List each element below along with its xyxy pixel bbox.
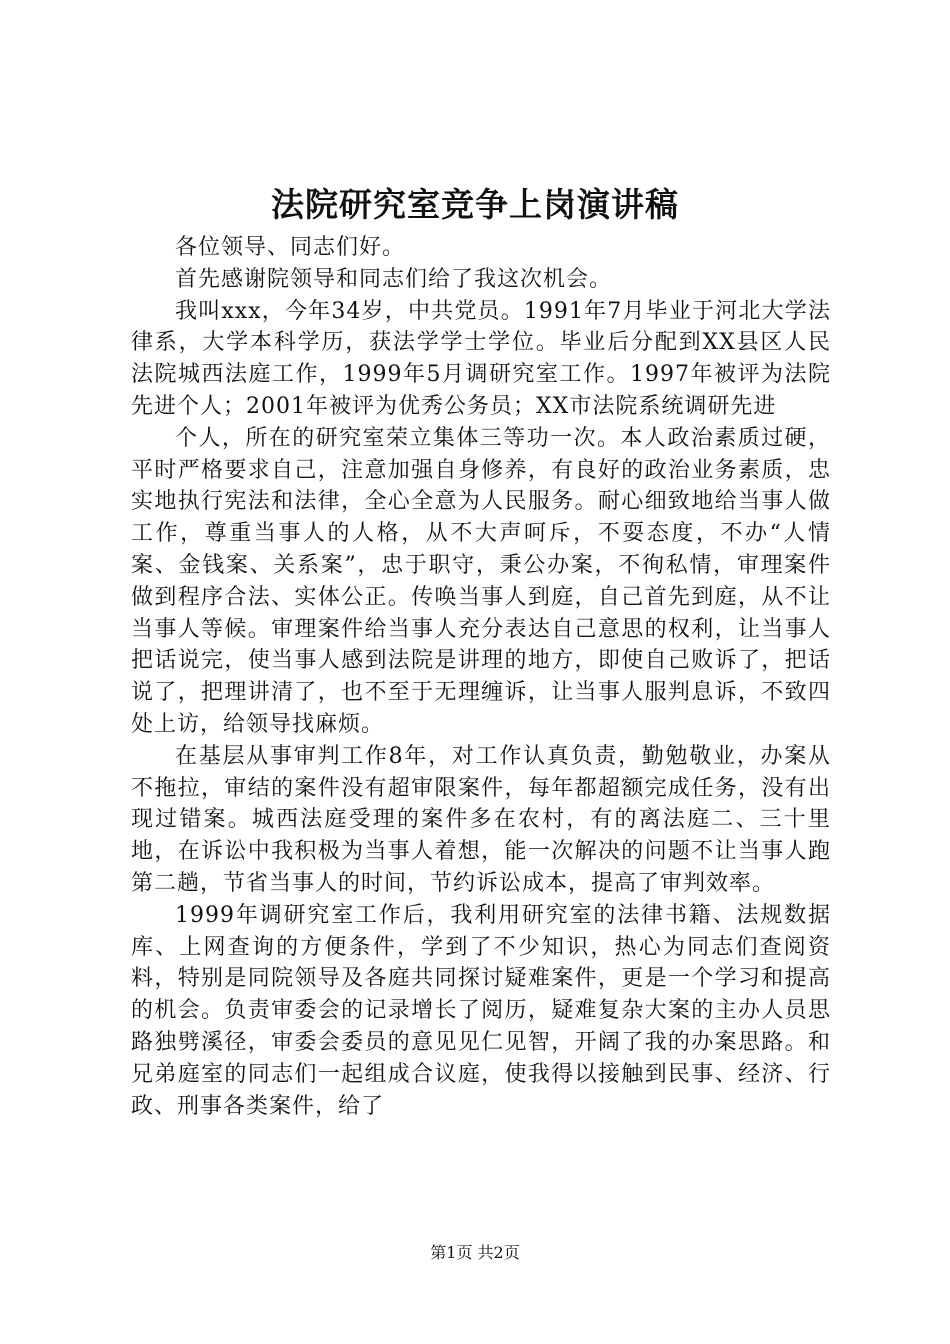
paragraph-qualities: 个人，所在的研究室荣立集体三等功一次。本人政治素质过硬，平时严格要求自己，注意加强自身修养，有良好的政治业务素质，忠实地执行宪法和法律，全心全意为人民服务。耐心细致地给当事人做工作，尊重当事人的人格，从不大声呵斥，不耍态度，不办“人情案、金钱案、关系案”，忠于职守，秉公办案，不徇私情，审理案件做到程序合法、实体公正。传唤当事人到庭，自己首先到庭，从不让当事人等候。审理案件给当事人充分表达自己意思的权利，让当事人把话说完，使当事人感到法院是讲理的地方，即使自己败诉了，把话说了，把理讲清了，也不至于无理缠诉，让当事人服判息诉，不致四处上访，给领导找麻烦。 xyxy=(131,425,831,737)
page-number-footer: 第1页 共2页 xyxy=(430,1243,520,1262)
paragraph-thanks: 首先感谢院领导和同志们给了我这次机会。 xyxy=(175,266,613,292)
document-title: 法院研究室竞争上岗演讲稿 xyxy=(271,185,679,224)
paragraph-research-office: 1999年调研究室工作后，我利用研究室的法律书籍、法规数据库、上网查询的方便条件，学到了不少知识，热心为同志们查阅资料，特别是同院领导及各庭共同探讨疑难案件，更是一个学习和提高的机会。负责审委会的记录增长了阅历，疑难复杂大案的主办人员思路独劈溪径，审委会委员的意见见仁见智，开阔了我的办案思路。和兄弟庭室的同志们一起组成合议庭，使我得以接触到民事、经济、行政、刑事各类案件，给了 xyxy=(131,902,831,1119)
document-body xyxy=(131,232,831,1122)
paragraph-introduction: 我叫xxx，今年34岁，中共党员。1991年7月毕业于河北大学法律系，大学本科学历，获法学学士学位。毕业后分配到XX县区人民法院城西法庭工作，1999年5月调研究室工作。1997年被评为法院先进个人；2001年被评为优秀公务员；XX市法院系统调研先进 xyxy=(131,298,831,419)
paragraph-trial-work: 在基层从事审判工作8年，对工作认真负责，勤勉敬业，办案从不拖拉，审结的案件没有超审限案件，每年都超额完成任务，没有出现过错案。城西法庭受理的案件多在农村，有的离法庭二、三十里地，在诉讼中我积极为当事人着想，能一次解决的问题不让当事人跑第二趟，节省当事人的时间，节约诉讼成本，提高了审判效率。 xyxy=(131,743,831,896)
paragraph-greeting: 各位领导、同志们好。 xyxy=(175,235,406,260)
